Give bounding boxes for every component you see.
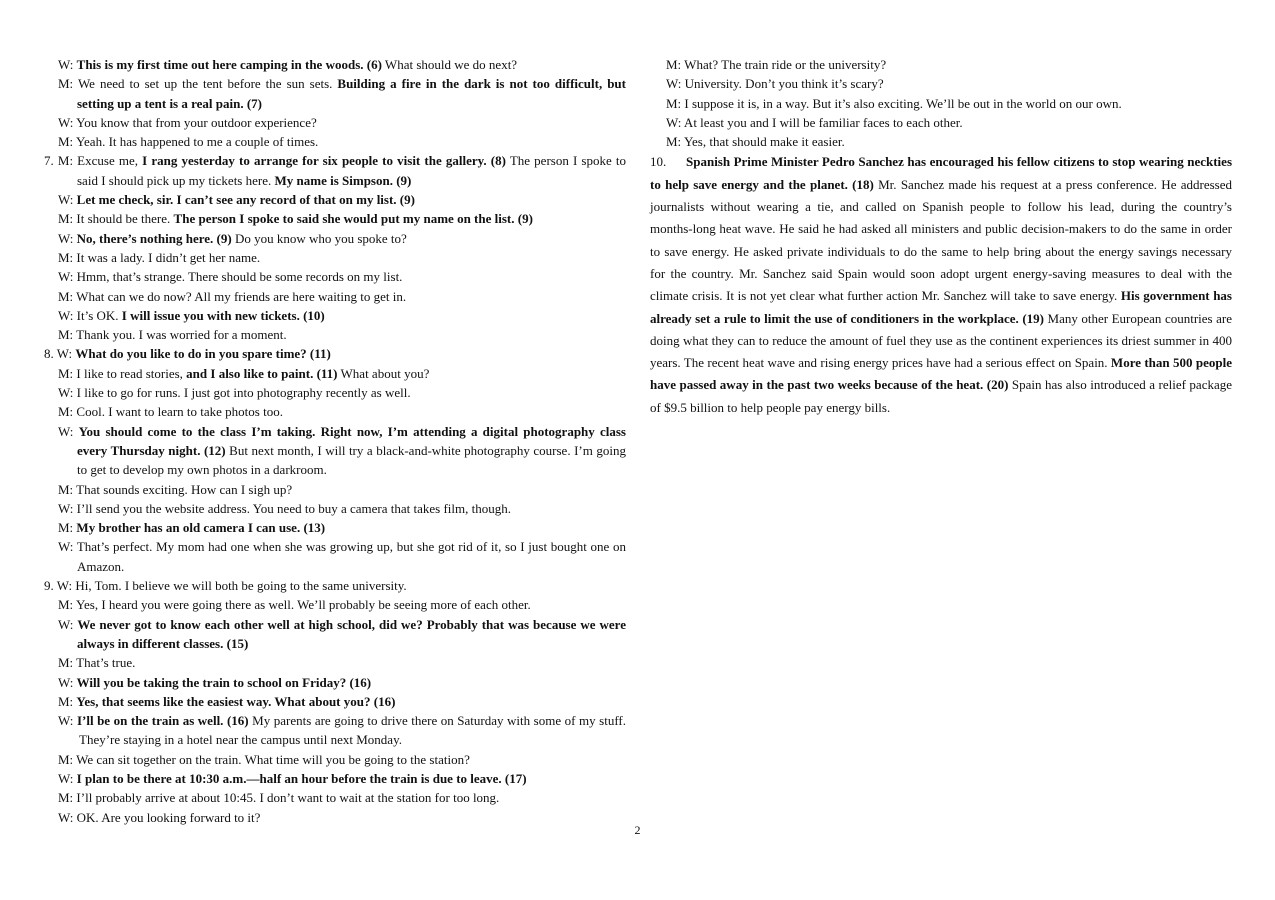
transcript-text: M: Thank you. I was worried for a moment. bbox=[58, 327, 287, 343]
transcript-line bbox=[44, 692, 626, 711]
answer-highlight: We never got to know each other well at high school, did we? Probably that was because we were bbox=[77, 616, 626, 632]
transcript-text: W: bbox=[58, 770, 77, 786]
dialogue-continuation bbox=[650, 55, 1232, 151]
transcript-text: The person I spoke to bbox=[505, 153, 627, 169]
transcript-text: M: We need to set up the tent before the sun sets. bbox=[58, 76, 338, 92]
transcript-text: M: Yes, I heard you were going there as well. We’ll probably be seeing more of each other. bbox=[58, 597, 531, 613]
transcript-text: to save energy. He asked private individuals to do the same to help bring about the energy savings necessary bbox=[650, 243, 1232, 259]
transcript-line bbox=[44, 325, 626, 344]
item-number: 10. bbox=[650, 154, 667, 170]
transcript-line bbox=[44, 344, 626, 363]
transcript-line bbox=[650, 94, 1232, 113]
transcript-line bbox=[44, 364, 626, 383]
transcript-line bbox=[650, 55, 1232, 74]
transcript-text: M: It was a lady. I didn’t get her name. bbox=[58, 249, 261, 265]
transcript-text: to get to develop my own photos in a darkroom. bbox=[77, 462, 327, 478]
transcript-text: M: I’ll probably arrive at about 10:45. I don’t want to wait at the station for too long. bbox=[58, 790, 500, 806]
transcript-line bbox=[44, 788, 626, 807]
transcript-text: of $9.5 billion to help people pay energy bills. bbox=[650, 399, 891, 415]
answer-highlight: What do you like to do in you spare time? (11) bbox=[75, 346, 331, 362]
transcript-line bbox=[44, 383, 626, 402]
transcript-line bbox=[44, 615, 626, 634]
transcript-text: W: bbox=[58, 713, 77, 729]
passage-line bbox=[650, 352, 1232, 374]
transcript-text: But next month, I will try a black-and-white photography course. I’m going bbox=[225, 442, 627, 458]
transcript-text: M: bbox=[58, 693, 77, 709]
transcript-line bbox=[44, 422, 626, 441]
passage-line bbox=[650, 218, 1232, 240]
transcript-line bbox=[44, 94, 626, 113]
transcript-text: They’re staying in a hotel near the campus until next Monday. bbox=[79, 732, 402, 748]
passage-10 bbox=[650, 151, 1232, 419]
transcript-text: W: bbox=[58, 423, 79, 439]
transcript-line bbox=[44, 306, 626, 325]
transcript-text: M: It should be there. bbox=[58, 211, 174, 227]
transcript-line bbox=[44, 248, 626, 267]
answer-highlight: More than 500 people bbox=[1110, 355, 1232, 371]
answer-highlight: You should come to the class I’m taking. Right now, I’m attending a digital photography class bbox=[78, 423, 626, 439]
transcript-text: 9. W: Hi, Tom. I believe we will both be going to the same university. bbox=[44, 578, 407, 594]
transcript-line bbox=[44, 151, 626, 170]
transcript-line bbox=[44, 499, 626, 518]
transcript-text: W: I like to go for runs. I just got into photography recently as well. bbox=[58, 385, 411, 401]
transcript-line bbox=[650, 74, 1232, 93]
transcript-text: climate crisis. It is not yet clear what further action Mr. Sanchez will take to save energy. bbox=[650, 288, 1121, 304]
transcript-line bbox=[44, 55, 626, 74]
transcript-text: said I should pick up my tickets here. bbox=[77, 172, 275, 188]
answer-highlight: already set a rule to limit the use of conditioners in the workplace. (19) bbox=[650, 310, 1044, 326]
transcript-line bbox=[44, 480, 626, 499]
answer-highlight: I plan to be there at 10:30 a.m.—half an hour before the train is due to leave. (17) bbox=[76, 770, 527, 786]
transcript-line bbox=[44, 402, 626, 421]
transcript-text: M: Yeah. It has happened to me a couple of times. bbox=[58, 134, 319, 150]
transcript-line bbox=[44, 267, 626, 286]
answer-highlight: have passed away in the past two weeks because of the heat. (20) bbox=[650, 377, 1009, 393]
passage-line bbox=[650, 330, 1232, 352]
transcript-text: doing what they can to reduce the amount of fuel they use as the continent experiences its driest summer in 400 bbox=[650, 332, 1232, 348]
transcript-text: years. The recent heat wave and rising energy prices have had a serious effect on Spain. bbox=[650, 355, 1111, 371]
transcript-text: Many other European countries are bbox=[1044, 310, 1232, 326]
transcript-text: W: bbox=[58, 674, 77, 690]
answer-highlight: Building a fire in the dark is not too difficult, but bbox=[337, 76, 626, 92]
answer-highlight: Will you be taking the train to school on Friday? (16) bbox=[76, 674, 372, 690]
passage-line bbox=[650, 285, 1232, 307]
answer-highlight: I will issue you with new tickets. (10) bbox=[121, 307, 325, 323]
transcript-text: Mr. Sanchez made his request at a press conference. He addressed bbox=[873, 176, 1232, 192]
transcript-line bbox=[650, 132, 1232, 151]
passage-line bbox=[650, 196, 1232, 218]
transcript-text: M: Yes, that should make it easier. bbox=[666, 134, 845, 150]
transcript-line bbox=[44, 730, 626, 749]
transcript-text: 7. M: Excuse me, bbox=[44, 153, 143, 169]
transcript-line bbox=[44, 171, 626, 190]
passage-line bbox=[650, 241, 1232, 263]
transcript-text: M: That’s true. bbox=[58, 655, 136, 671]
transcript-line bbox=[44, 132, 626, 151]
transcript-text: W: It’s OK. bbox=[58, 307, 122, 323]
transcript-line bbox=[44, 113, 626, 132]
answer-highlight: Spanish Prime Minister Pedro Sanchez has encouraged his fellow citizens to stop wearing neckties bbox=[686, 154, 1232, 170]
answer-highlight: and I also like to paint. (11) bbox=[186, 365, 338, 381]
transcript-text: M: What? The train ride or the university? bbox=[666, 57, 887, 72]
passage-line bbox=[650, 151, 1232, 173]
passage-line bbox=[650, 374, 1232, 396]
transcript-line bbox=[44, 595, 626, 614]
transcript-line bbox=[44, 576, 626, 595]
transcript-text: Spain has also introduced a relief package bbox=[1008, 377, 1233, 393]
transcript-text: W: bbox=[58, 616, 78, 632]
transcript-text: Do you know who you spoke to? bbox=[231, 230, 407, 246]
transcript-line bbox=[44, 653, 626, 672]
transcript-line bbox=[44, 229, 626, 248]
answer-highlight: I rang yesterday to arrange for six people to visit the gallery. (8) bbox=[142, 153, 506, 169]
transcript-text: M: What can we do now? All my friends are here waiting to get in. bbox=[58, 288, 407, 304]
answer-highlight: every Thursday night. (12) bbox=[77, 442, 226, 458]
transcript-text: 8. W: bbox=[44, 346, 76, 362]
answer-highlight: This is my first time out here camping in the woods. (6) bbox=[76, 57, 382, 72]
answer-highlight: The person I spoke to said she would put my name on the list. (9) bbox=[173, 211, 533, 227]
answer-highlight: His government has bbox=[1120, 288, 1232, 304]
transcript-text: What about you? bbox=[337, 365, 430, 381]
transcript-text: M: That sounds exciting. How can I sigh up? bbox=[58, 481, 293, 497]
transcript-line bbox=[44, 460, 626, 479]
transcript-text: W: bbox=[58, 192, 77, 208]
transcript-line bbox=[44, 673, 626, 692]
transcript-text: months-long heat wave. He said he had asked all ministers and public decision-makers to do the same in order bbox=[650, 221, 1232, 237]
transcript-text: W: You know that from your outdoor experience? bbox=[58, 114, 317, 130]
passage-line bbox=[650, 174, 1232, 196]
transcript-line bbox=[44, 634, 626, 653]
answer-highlight: always in different classes. (15) bbox=[77, 635, 249, 651]
transcript-text: W: At least you and I will be familiar faces to each other. bbox=[666, 114, 963, 130]
passage-line bbox=[650, 263, 1232, 285]
transcript-text: M: We can sit together on the train. What time will you be going to the station? bbox=[58, 751, 470, 767]
transcript-text: What should we do next? bbox=[381, 57, 518, 72]
transcript-text: W: Hmm, that’s strange. There should be some records on my list. bbox=[58, 269, 403, 285]
transcript-line bbox=[44, 74, 626, 93]
transcript-text: M: I suppose it is, in a way. But it’s also exciting. We’ll be out in the world on our own. bbox=[666, 95, 1122, 111]
answer-highlight: to help save energy and the planet. (18) bbox=[650, 176, 874, 192]
transcript-line bbox=[44, 190, 626, 209]
answer-highlight: Yes, that seems like the easiest way. What about you? (16) bbox=[76, 693, 396, 709]
answer-highlight: My brother has an old camera I can use. (13) bbox=[76, 520, 326, 536]
transcript-line bbox=[44, 209, 626, 228]
passage-line bbox=[650, 397, 1232, 419]
right-column bbox=[650, 55, 1232, 419]
transcript-line bbox=[44, 750, 626, 769]
transcript-text: for the country. Mr. Sanchez said Spain would soon adopt urgent energy-saving measures to deal with the bbox=[650, 265, 1232, 281]
transcript-line bbox=[44, 769, 626, 788]
answer-highlight: No, there’s nothing here. (9) bbox=[76, 230, 232, 246]
transcript-line bbox=[44, 287, 626, 306]
transcript-text: W: bbox=[58, 230, 77, 246]
page-number: 2 bbox=[634, 823, 641, 837]
transcript-text: Amazon. bbox=[77, 558, 125, 574]
left-column bbox=[44, 55, 626, 827]
transcript-line bbox=[650, 113, 1232, 132]
transcript-text: W: I’ll send you the website address. You need to buy a camera that takes film, though. bbox=[58, 500, 511, 516]
answer-highlight: Let me check, sir. I can’t see any record of that on my list. (9) bbox=[76, 192, 415, 208]
transcript-text: W: OK. Are you looking forward to it? bbox=[58, 809, 261, 825]
transcript-line bbox=[44, 537, 626, 556]
transcript-text: M: Cool. I want to learn to take photos too. bbox=[58, 404, 283, 420]
answer-highlight: I’ll be on the train as well. (16) bbox=[76, 713, 249, 729]
transcript-line bbox=[44, 557, 626, 576]
transcript-text: journalists without wearing a tie, and called on Spanish people to follow his lead, during the country’s bbox=[650, 199, 1232, 215]
answer-highlight: My name is Simpson. (9) bbox=[274, 172, 412, 188]
transcript-line bbox=[44, 518, 626, 537]
transcript-line bbox=[44, 441, 626, 460]
transcript-text: W: University. Don’t you think it’s scary? bbox=[666, 76, 884, 92]
transcript-text: W: That’s perfect. My mom had one when she was growing up, but she got rid of it, so I just bought one on bbox=[58, 539, 626, 555]
transcript-text: W: bbox=[58, 57, 77, 72]
answer-highlight: setting up a tent is a real pain. (7) bbox=[77, 95, 263, 111]
transcript-text: M: I like to read stories, bbox=[58, 365, 187, 381]
transcript-line bbox=[44, 711, 626, 730]
passage-line bbox=[650, 308, 1232, 330]
transcript-text: M: bbox=[58, 520, 77, 536]
transcript-text: My parents are going to drive there on Saturday with some of my stuff. bbox=[248, 713, 626, 729]
